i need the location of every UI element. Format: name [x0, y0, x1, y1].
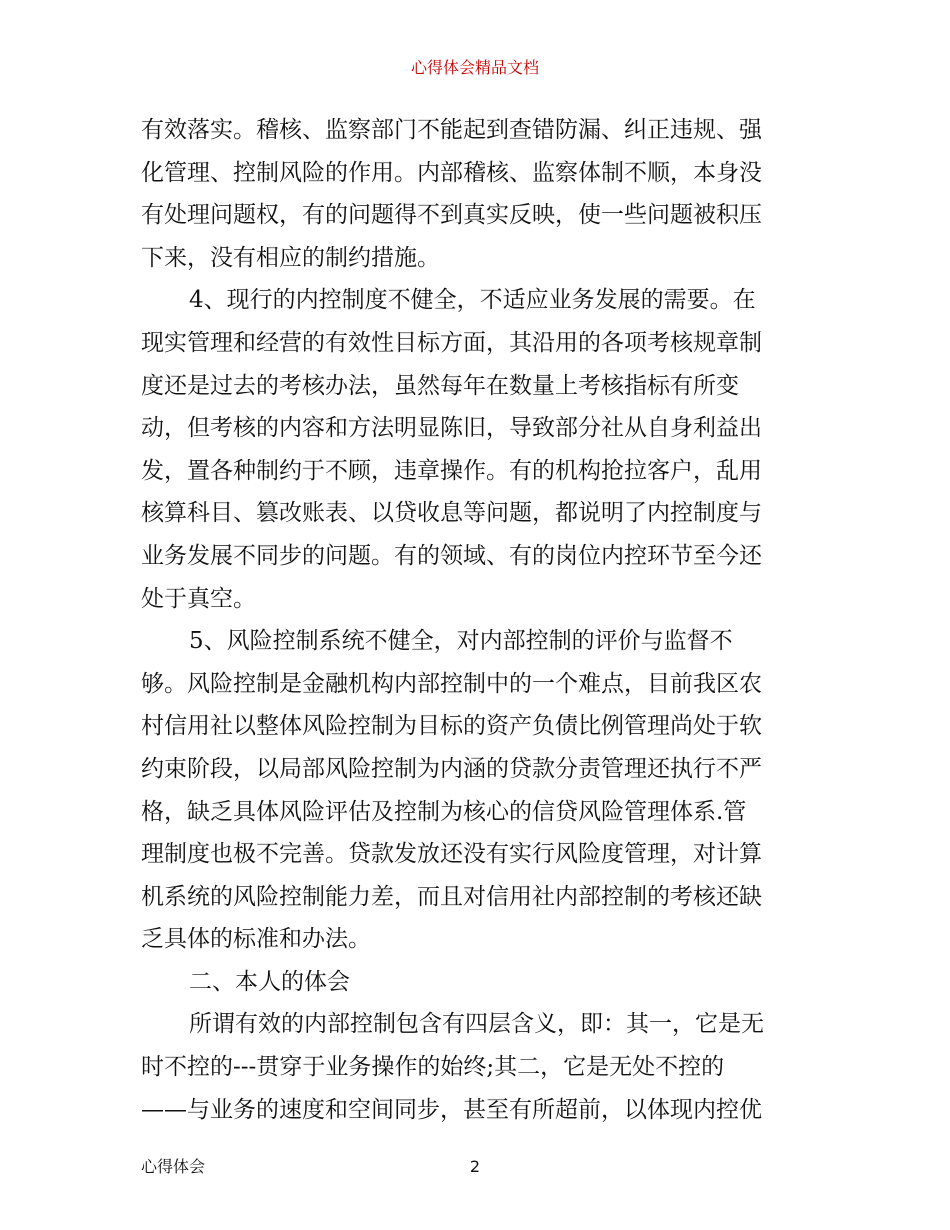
body-line-13: 5、风险控制系统不健全，对内部控制的评价与监督不: [189, 628, 733, 655]
body-line-22: 所谓有效的内部控制包含有四层含义，即：其一，它是无: [189, 1011, 764, 1038]
body-line-19: 机系统的风险控制能力差，而且对信用社内部控制的考核还缺: [141, 883, 762, 910]
section-heading: 二、本人的体会: [189, 968, 350, 995]
body-line-15: 村信用社以整体风险控制为目标的资产负债比例管理尚处于软: [141, 713, 762, 740]
body-line-16: 约束阶段，以局部风险控制为内涵的贷款分责管理还执行不严: [141, 755, 762, 782]
body-line-3: 有处理问题权，有的问题得不到真实反映，使一些问题被积压: [141, 202, 762, 229]
body-line-20: 乏具体的标准和办法。: [141, 926, 371, 953]
body-line-5: 4、现行的内控制度不健全，不适应业务发展的需要。在: [189, 287, 756, 314]
body-line-6: 现实管理和经营的有效性目标方面，其沿用的各项考核规章制: [141, 329, 762, 356]
body-line-2: 化管理、控制风险的作用。内部稽核、监察体制不顺，本身没: [141, 159, 762, 186]
body-line-23: 时不控的---贯穿于业务操作的始终;其二，它是无处不控的: [141, 1054, 725, 1081]
body-line-9: 发，置各种制约于不顾，违章操作。有的机构抢拉客户，乱用: [141, 457, 762, 484]
body-line-24: ——与业务的速度和空间同步，甚至有所超前，以体现内控优: [141, 1096, 762, 1123]
document-header-title: 心得体会精品文档: [410, 58, 539, 77]
body-line-14: 够。风险控制是金融机构内部控制中的一个难点，目前我区农: [141, 670, 762, 697]
document-body: [141, 109, 813, 1131]
body-line-10: 核算科目、篡改账表、以贷收息等问题，都说明了内控制度与: [141, 500, 762, 527]
body-line-8: 动，但考核的内容和方法明显陈旧，导致部分社从自身利益出: [141, 415, 762, 442]
body-line-7: 度还是过去的考核办法，虽然每年在数量上考核指标有所变: [141, 372, 739, 399]
body-line-12: 处于真空。: [141, 585, 256, 612]
page-number: 2: [469, 1157, 481, 1176]
body-line-11: 业务发展不同步的问题。有的领域、有的岗位内控环节至今还: [141, 542, 762, 569]
body-line-18: 理制度也极不完善。贷款发放还没有实行风险度管理，对计算: [141, 841, 762, 868]
body-line-17: 格，缺乏具体风险评估及控制为核心的信贷风险管理体系.管: [141, 798, 747, 825]
footer-label: 心得体会: [141, 1157, 206, 1176]
body-line-4: 下来，没有相应的制约措施。: [141, 244, 440, 271]
body-line-1: 有效落实。稽核、监察部门不能起到查错防漏、纠正违规、强: [141, 117, 762, 143]
